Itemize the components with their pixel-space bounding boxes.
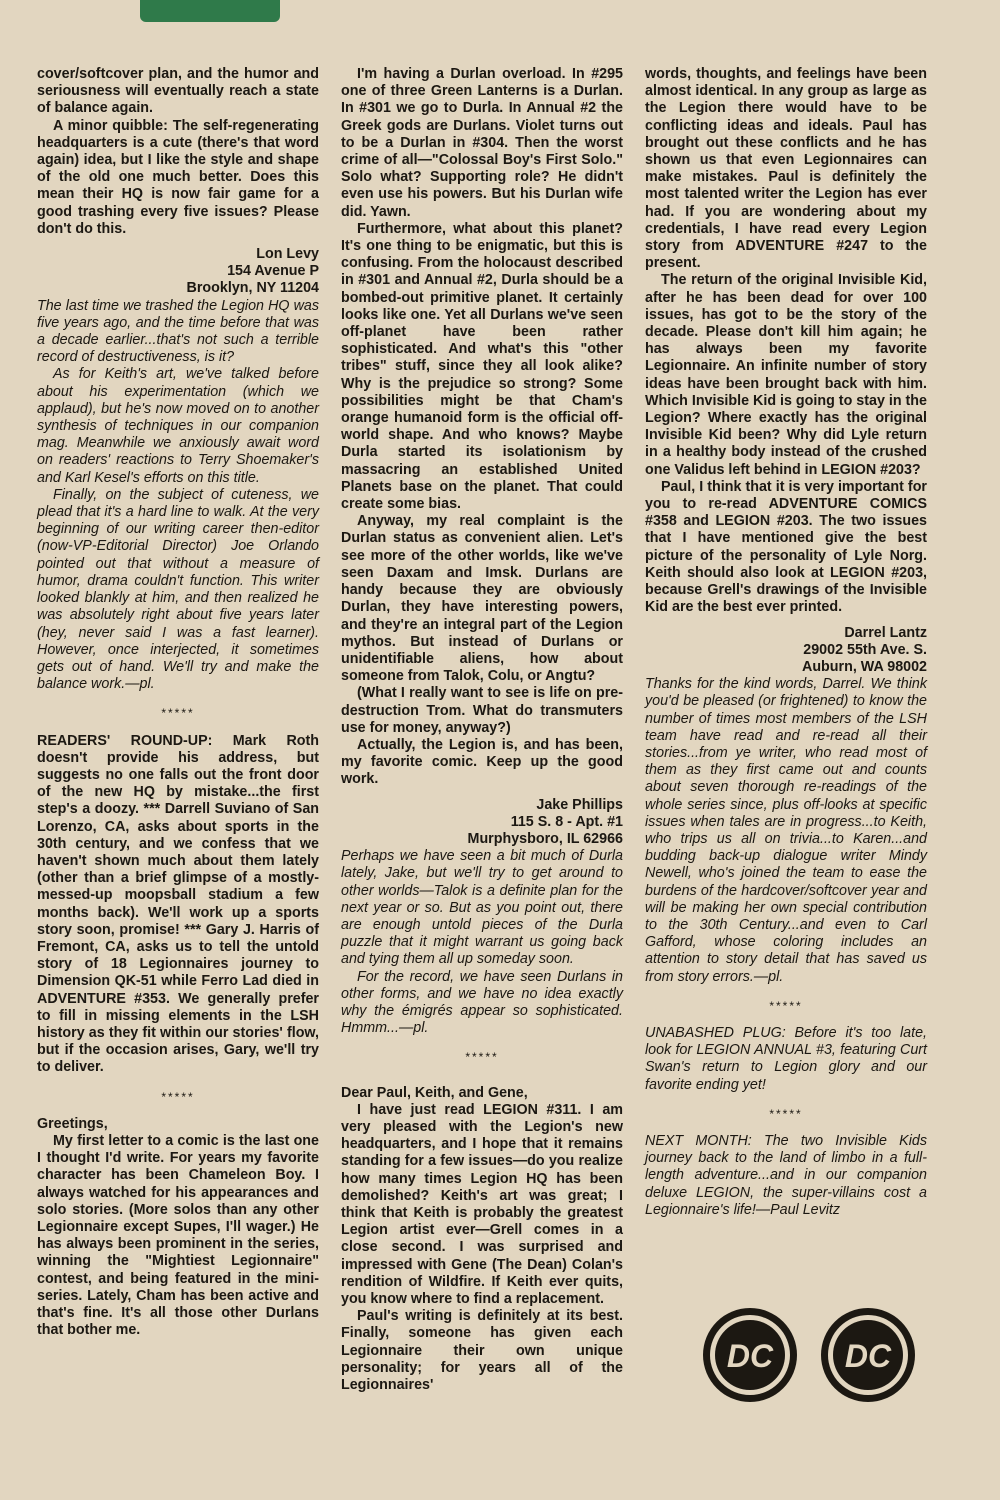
letter-paragraph: cover/softcover plan, and the humor and seriousness will eventually reach a state of balance again.	[37, 66, 319, 117]
editor-reply: The last time we trashed the Legion HQ was five years ago, and the time before that was a decade earlier...that's not such a terrible record of destructiveness, is it?	[37, 297, 319, 366]
signature-city: Murphysboro, IL 62966	[467, 830, 623, 847]
letter-paragraph: A minor quibble: The self-regenerating headquarters is a cute (there's that word again) idea, but I like the style and shape of the old one much better. Does this mean their HQ is now fair game for a good trashing every five issues? Please don't do this.	[37, 117, 319, 237]
letter-paragraph: Paul, I think that it is very important for you to re-read ADVENTURE COMICS #358 and LEGION #203. The two issues that I have mentioned give the best picture of the personality of Lyle Norg. Keith should also look at LEGION #203, because Grell's drawings of the Invisible Kid are the best ever printed.	[645, 478, 927, 616]
signature-name: Jake Phillips	[536, 796, 623, 813]
letter-paragraph: I have just read LEGION #311. I am very pleased with the Legion's new headquarters, and I hope that it remains standing for a few issues—do you realize how many times Legion HQ has been demolished? Keith's art was great; I think that Keith is probably the greatest Legion artist ever—Grell comes in a close second. I was surprised and impressed with Gene (The Dean) Colan's rendition of Wildfire. If Keith ever quits, you know where to find a replacement.	[341, 1101, 623, 1308]
signature-address: 154 Avenue P	[227, 263, 319, 280]
editor-reply: Finally, on the subject of cuteness, we plead that it's a hard line to walk. At the very beginning of our writing career then-editor (now-VP-Editorial Director) Joe Orlando pointed out that without a measure of humor, drama couldn't function. This writer looked blankly at him, and then realized he was absolutely right about five years later (hey, never said I was a fast learner). However, once interjected, it sometimes gets out of hand. We'll try and make the balance work.—pl.	[37, 486, 319, 693]
letter-greeting: Greetings,	[37, 1115, 108, 1132]
letter-paragraph: My first letter to a comic is the last one I thought I'd write. For years my favorite character has been Chameleon Boy. I always watched for his appearances and solo stories. (More solos than any other Legionnaire except Supes, I'll wager.) He has always been prominent in the series, winning the "Mightiest Legionnaire" contest, and being featured in the mini-series. Lately, Cham has been active and that's fine. It's all those other Durlans that bother me.	[37, 1132, 319, 1339]
editor-reply: Perhaps we have seen a bit much of Durla lately, Jake, but we'll try to get around to other worlds—Talok is a definite plan for the next year or so. But as you point out, there are enough untold pieces of the Durla puzzle that it might warrant us going back and tying them all up someday soon.	[341, 848, 623, 968]
next-month-blurb: NEXT MONTH: The two Invisible Kids journey back to the land of limbo in a full-length adventure...and in our companion deluxe LEGION, the super-villains cost a Legionnaire's life!—Paul Levitz	[645, 1132, 927, 1218]
signature-name: Darrel Lantz	[844, 624, 927, 641]
letters-column-2	[341, 66, 623, 1394]
editor-reply: Thanks for the kind words, Darrel. We think you'd be pleased (or frightened) to know the number of times most members of the LSH team have read and re-read all their stories...from ye writer, who read most of them as they first came out and counts about seven thorough re-readings of the whole series since, plus off-looks at specific issues when tales are in progress...to Keith, who trips us all on trivia...to Karen...and budding back-up dialogue writer Mindy Newell, who's joined the team to ease the burdens of the hardcover/softcover year and will be making her own special contribution to the 30th Century...and even to Carl Gafford, whose coloring includes an attention to story detail that has saved us from story errors.—pl.	[645, 676, 927, 985]
letter-paragraph: The return of the original Invisible Kid, after he has been dead for over 100 issues, has got to be the story of the decade. Please don't kill him again; he has always been my favorite Legionnaire. An infinite number of story ideas have been brought back with him. Which Invisible Kid is going to stay in the Legion? Where exactly has the original Invisible Kid been? Why did Lyle return in a healthy body instead of the crushed one Validus left behind in LEGION #203?	[645, 272, 927, 478]
section-divider: *****	[769, 1106, 803, 1121]
section-divider: *****	[769, 998, 803, 1013]
dc-logo-text: DC	[844, 1338, 892, 1374]
editor-reply: As for Keith's art, we've talked before about his experimentation (which we applaud), but he's now moved on to another synthesis of techniques in our companion mag. Meanwhile we anxiously await word on readers' reactions to Terry Shoemaker's and Karl Kesel's efforts on this title.	[37, 366, 319, 486]
unabashed-plug: UNABASHED PLUG: Before it's too late, look for LEGION ANNUAL #3, featuring Curt Swan's return to Legion glory and our favorite ending yet!	[645, 1024, 927, 1093]
letter-paragraph: Actually, the Legion is, and has been, my favorite comic. Keep up the good work.	[341, 736, 623, 788]
dc-bullet-logo-icon	[818, 1305, 918, 1405]
letter-paragraph: Furthermore, what about this planet? It's one thing to be enigmatic, but this is confusing. From the holocaust described in #301 and Annual #2, Durla should be a bombed-out primitive planet. It certainly looks like one. Yet all Durlans we've seen off-planet have been rather sophisticated. And what's this "other tribes" stuff, since they all look alike? Why is the prejudice so strong? Some possibilities might be that Cham's orange humanoid form is the official off-world shape. And who knows? Maybe Durla started its isolationism by massacring an established United Planets base on the planet. That could create some bias.	[341, 220, 623, 513]
dc-logos	[700, 1305, 940, 1415]
signature-city: Brooklyn, NY 11204	[186, 280, 319, 297]
signature-address: 29002 55th Ave. S.	[803, 641, 927, 658]
editor-reply: For the record, we have seen Durlans in other forms, and we have no idea exactly why the émigrés appear so sophisticated. Hmmm...—pl.	[341, 968, 623, 1037]
section-divider: *****	[161, 706, 195, 721]
letter-paragraph: words, thoughts, and feelings have been almost identical. In any group as large as the Legion there would have to be conflicting ideas and ideals. Paul has brought out these conflicts and he has shown us that even Legionnaires can make mistakes. Paul is definitely the most talented writer the Legion has ever had. If you are wondering about my credentials, I have read every Legion story from ADVENTURE #247 to the present.	[645, 66, 927, 272]
letter-greeting: Dear Paul, Keith, and Gene,	[341, 1084, 528, 1101]
section-divider: *****	[465, 1050, 499, 1065]
readers-roundup: READERS' ROUND-UP: Mark Roth doesn't provide his address, but suggests no one falls out the front door of the new HQ by mistake...the first step's a doozy. *** Darrell Suviano of San Lorenzo, CA, asks about sports in the 30th century, and we confess that we haven't shown much about them lately (other than a brief glimpse of a mostly-messed-up moopsball stadium a few months back). We'll work up a sports story soon, promise! *** Gary J. Harris of Fremont, CA, asks us to tell the untold story of 18 Legionnaires journey to Dimension QK-51 while Ferro Lad died in ADVENTURE #353. We generally prefer to fill in missing elements in the LSH history as they fit within our stories' flow, but if the occasion arises, Gary, we'll try to deliver.	[37, 732, 319, 1076]
signature-city: Auburn, WA 98002	[802, 658, 927, 675]
dc-logo-text: DC	[726, 1338, 774, 1374]
letters-column-3	[645, 66, 927, 1219]
letter-paragraph: I'm having a Durlan overload. In #295 one of three Green Lanterns is a Durlan. In #301 we go to Durla. In Annual #2 the Greek gods are Durlans. Violet turns out to be a Durlan in #304. Then the worst crime of all—"Colossal Boy's First Solo." Solo what? Supporting role? He didn't even use his powers. But his Durlan wife did. Yawn.	[341, 66, 623, 220]
letter-paragraph: Paul's writing is definitely at its best. Finally, someone has given each Legionnaire their own unique personality; for years all of the Legionnaires'	[341, 1308, 623, 1394]
green-page-tab	[140, 0, 280, 22]
signature-name: Lon Levy	[256, 246, 319, 263]
letter-paragraph: (What I really want to see is life on pre-destruction Trom. What do transmuters use for money, anyway?)	[341, 685, 623, 736]
letter-paragraph: Anyway, my real complaint is the Durlan status as convenient alien. Let's see more of the other worlds, like we've seen Daxam and Imsk. Durlans are handy because they are obviously Durlan, they have interesting powers, and they're an integral part of the Legion mythos. But instead of Durlans or unidentifiable aliens, how about someone from Talok, Colu, or Angtu?	[341, 513, 623, 685]
dc-bullet-logo-icon	[700, 1305, 800, 1405]
section-divider: *****	[161, 1089, 195, 1104]
signature-address: 115 S. 8 - Apt. #1	[510, 813, 623, 830]
letters-column-1	[37, 66, 319, 1339]
